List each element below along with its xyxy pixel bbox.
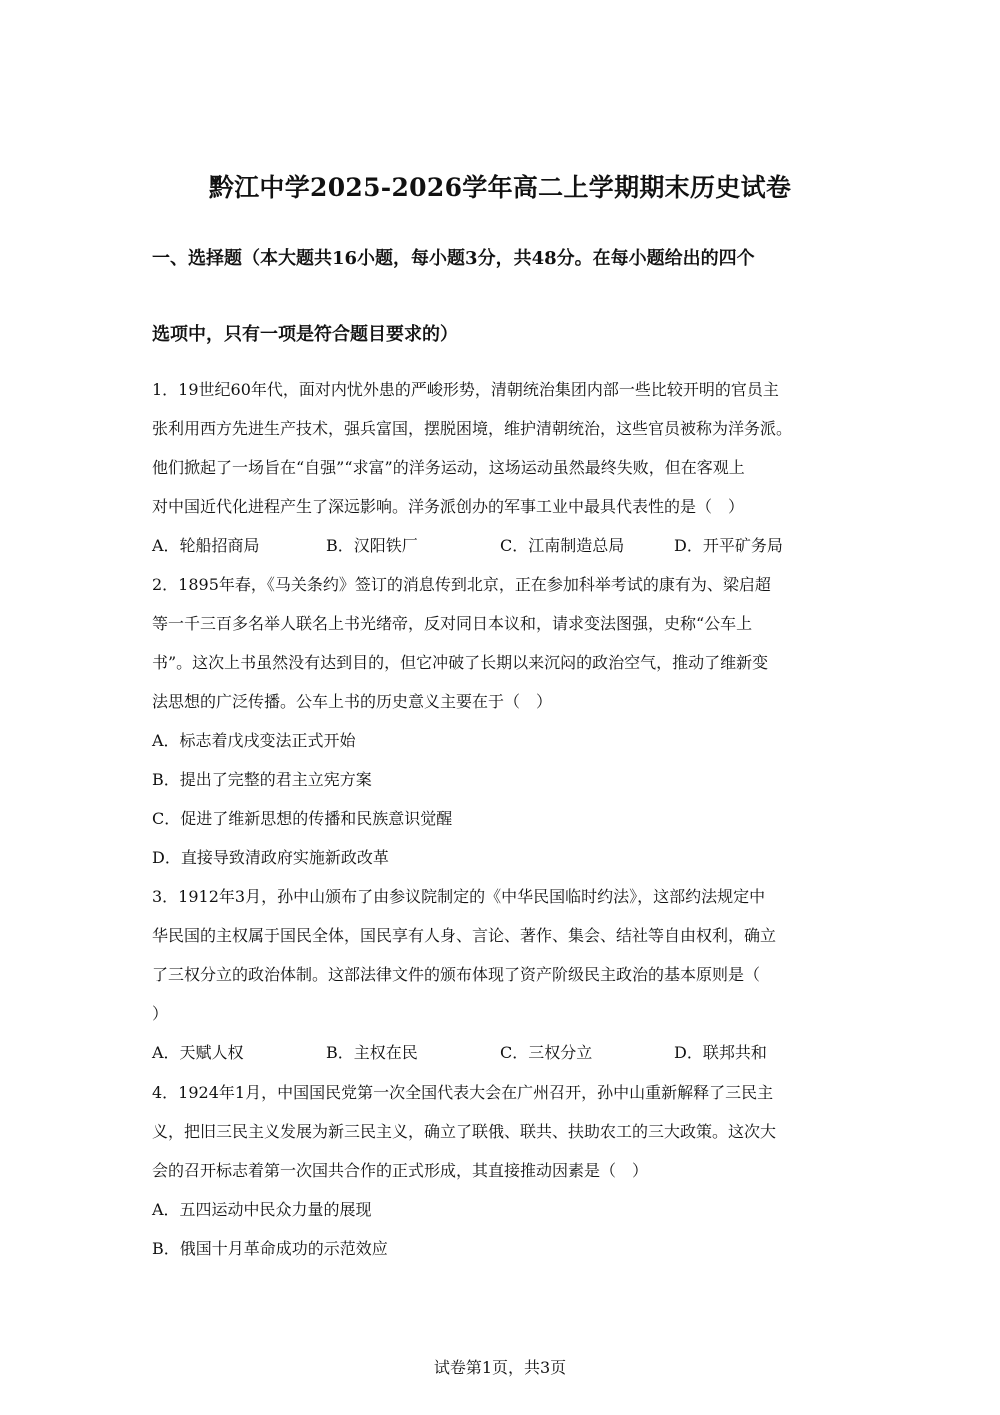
question-3-options [152, 1033, 852, 1072]
question-1-option-b: B．汉阳铁厂 [326, 536, 418, 555]
exam-title: 黔江中学2025-2026学年高二上学期期末历史试卷 [208, 173, 792, 202]
question-2-line-2: 等一千三百多名举人联名上书光绪帝，反对同日本议和，请求变法图强，史称“公车上 [152, 614, 753, 633]
question-4 [152, 1073, 852, 1268]
question-1-option-d: D．开平矿务局 [674, 536, 783, 555]
question-2-line-4: 法思想的广泛传播。公车上书的历史意义主要在于（ ） [152, 692, 553, 711]
question-2-option-b: B．提出了完整的君主立宪方案 [152, 770, 372, 789]
question-1-options [152, 526, 852, 565]
question-1-line-1: 1．19世纪60年代，面对内忧外患的严峻形势，清朝统治集团内部一些比较开明的官员主 [152, 380, 779, 399]
question-1-line-4: 对中国近代化进程产生了深远影响。洋务派创办的军事工业中最具代表性的是（ ） [152, 497, 745, 516]
question-3-line-3: 了三权分立的政治体制。这部法律文件的颁布体现了资产阶级民主政治的基本原则是（ [152, 965, 761, 984]
question-2-line-3: 书”。这次上书虽然没有达到目的，但它冲破了长期以来沉闷的政治空气，推动了维新变 [152, 653, 769, 672]
question-3-option-a: A．天赋人权 [152, 1043, 244, 1062]
question-3-line-4: ） [152, 1004, 169, 1023]
question-3-option-d: D．联邦共和 [674, 1043, 767, 1062]
question-1-option-a: A．轮船招商局 [152, 536, 260, 555]
page-footer: 试卷第1页，共3页 [433, 1358, 567, 1377]
question-4-line-1: 4．1924年1月，中国国民党第一次全国代表大会在广州召开，孙中山重新解释了三民主 [152, 1083, 774, 1102]
question-3-option-b: B．主权在民 [326, 1043, 418, 1062]
question-3-option-c: C．三权分立 [500, 1043, 593, 1062]
question-1 [152, 370, 852, 565]
section-heading-line-2: 选项中，只有一项是符合题目要求的） [152, 324, 458, 345]
question-2-line-1: 2．1895年春，《马关条约》签订的消息传到北京，正在参加科举考试的康有为、梁启超 [152, 575, 771, 594]
question-3-line-1: 3．1912年3月，孙中山颁布了由参议院制定的《中华民国临时约法》，这部约法规定中 [152, 887, 766, 906]
question-2 [152, 565, 852, 877]
question-3 [152, 877, 852, 1072]
question-1-line-3: 他们掀起了一场旨在“自强”“求富”的洋务运动，这场运动虽然最终失败，但在客观上 [152, 458, 745, 477]
question-3-line-2: 华民国的主权属于国民全体，国民享有人身、言论、著作、集会、结社等自由权利，确立 [152, 926, 777, 945]
question-2-option-a: A．标志着戊戌变法正式开始 [152, 731, 356, 750]
question-4-line-2: 义，把旧三民主义发展为新三民主义，确立了联俄、联共、扶助农工的三大政策。这次大 [152, 1122, 777, 1141]
question-4-option-a: A．五四运动中民众力量的展现 [152, 1200, 372, 1219]
question-4-option-b: B．俄国十月革命成功的示范效应 [152, 1239, 388, 1258]
question-2-option-d: D．直接导致清政府实施新政改革 [152, 848, 389, 867]
question-4-line-3: 会的召开标志着第一次国共合作的正式形成，其直接推动因素是（ ） [152, 1161, 649, 1180]
section-heading-line-1: 一、选择题（本大题共16小题，每小题3分，共48分。在每小题给出的四个 [152, 248, 755, 269]
question-2-option-c: C．促进了维新思想的传播和民族意识觉醒 [152, 809, 453, 828]
question-1-option-c: C．江南制造总局 [500, 536, 625, 555]
question-1-line-2: 张利用西方先进生产技术，强兵富国，摆脱困境，维护清朝统治，这些官员被称为洋务派。 [152, 419, 793, 438]
